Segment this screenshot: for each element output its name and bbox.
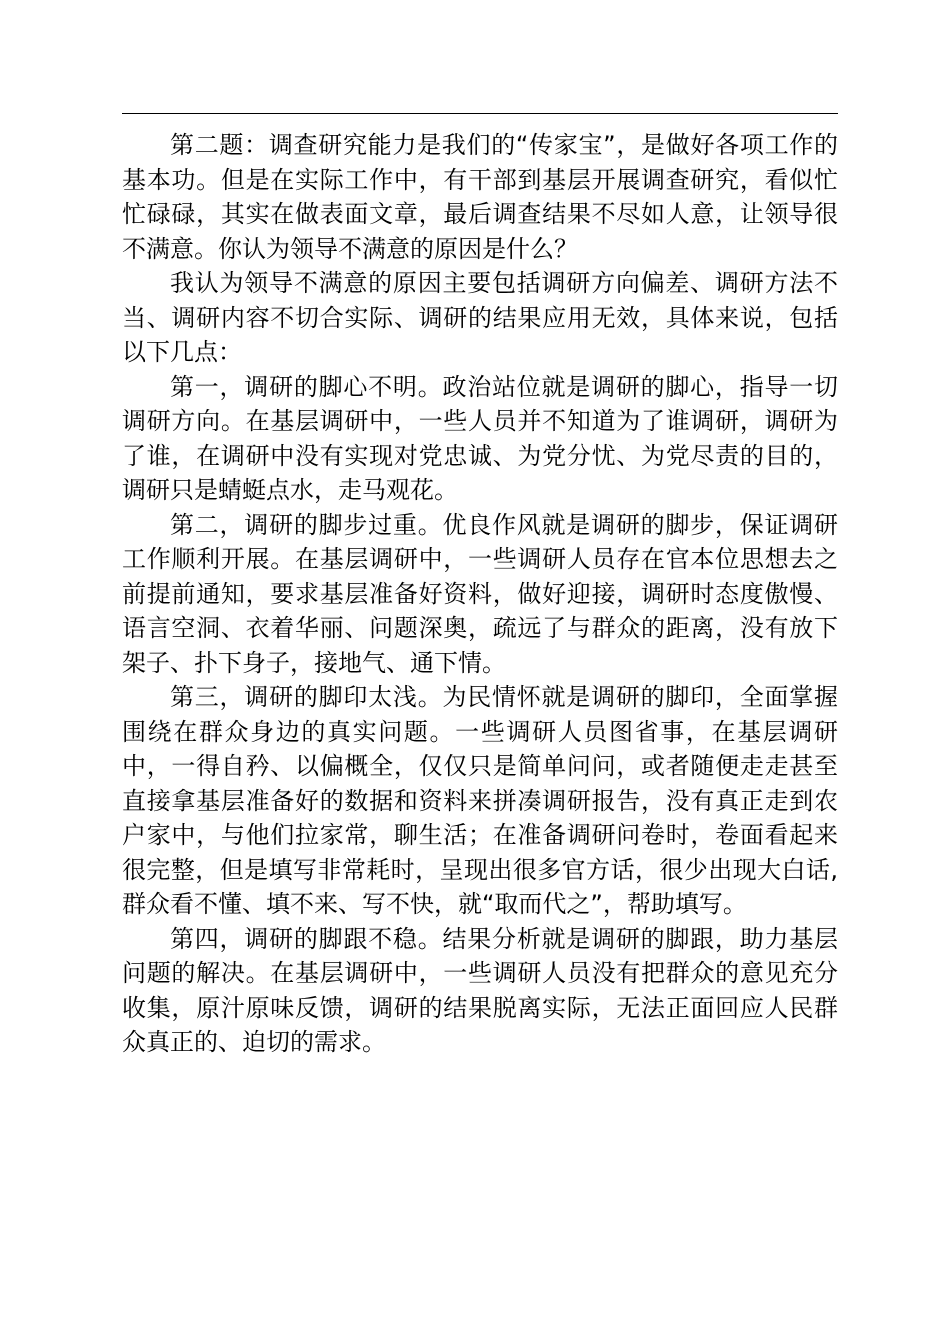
point-two-paragraph: 第二，调研的脚步过重。优良作风就是调研的脚步，保证调研工作顺利开展。在基层调研中，一些调研人员存在官本位思想去之前提前通知，要求基层准备好资料，做好迎接，调研时态度傲慢、语言空洞、衣着华丽、问题深奥，疏远了与群众的距离，没有放下架子、扑下身子，接地气、通下情。 [122, 510, 838, 677]
answer-intro-paragraph: 我认为领导不满意的原因主要包括调研方向偏差、调研方法不当、调研内容不切合实际、调研的结果应用无效，具体来说，包括以下几点： [122, 269, 838, 366]
point-one-paragraph: 第一，调研的脚心不明。政治站位就是调研的脚心，指导一切调研方向。在基层调研中，一些人员并不知道为了谁调研，调研为了谁，在调研中没有实现对党忠诚、为党分忧、为党尽责的目的，调研只是蜻蜓点水，走马观花。 [122, 372, 838, 504]
question-paragraph: 第二题：调查研究能力是我们的“传家宝”，是做好各项工作的基本功。但是在实际工作中，有干部到基层开展调查研究，看似忙忙碌碌，其实在做表面文章，最后调查结果不尽如人意，让领导很不满意。你认为领导不满意的原因是什么？ [122, 131, 838, 263]
point-three-paragraph: 第三，调研的脚印太浅。为民情怀就是调研的脚印，全面掌握围绕在群众身边的真实问题。一些调研人员图省事，在基层调研中，一得自矜、以偏概全，仅仅只是简单问问，或者随便走走甚至直接拿基层准备好的数据和资料来拼凑调研报告，没有真正走到农户家中，与他们拉家常，聊生活；在准备调研问卷时，卷面看起来很完整，但是填写非常耗时，呈现出很多官方话，很少出现大白话,群众看不懂、填不来、写不快，就“取而代之”，帮助填写。 [122, 683, 838, 918]
document-body [122, 128, 838, 1060]
header-divider [122, 113, 838, 114]
point-four-paragraph: 第四，调研的脚跟不稳。结果分析就是调研的脚跟，助力基层问题的解决。在基层调研中，一些调研人员没有把群众的意见充分收集，原汁原味反馈，调研的结果脱离实际，无法正面回应人民群众真正的、迫切的需求。 [122, 924, 838, 1056]
